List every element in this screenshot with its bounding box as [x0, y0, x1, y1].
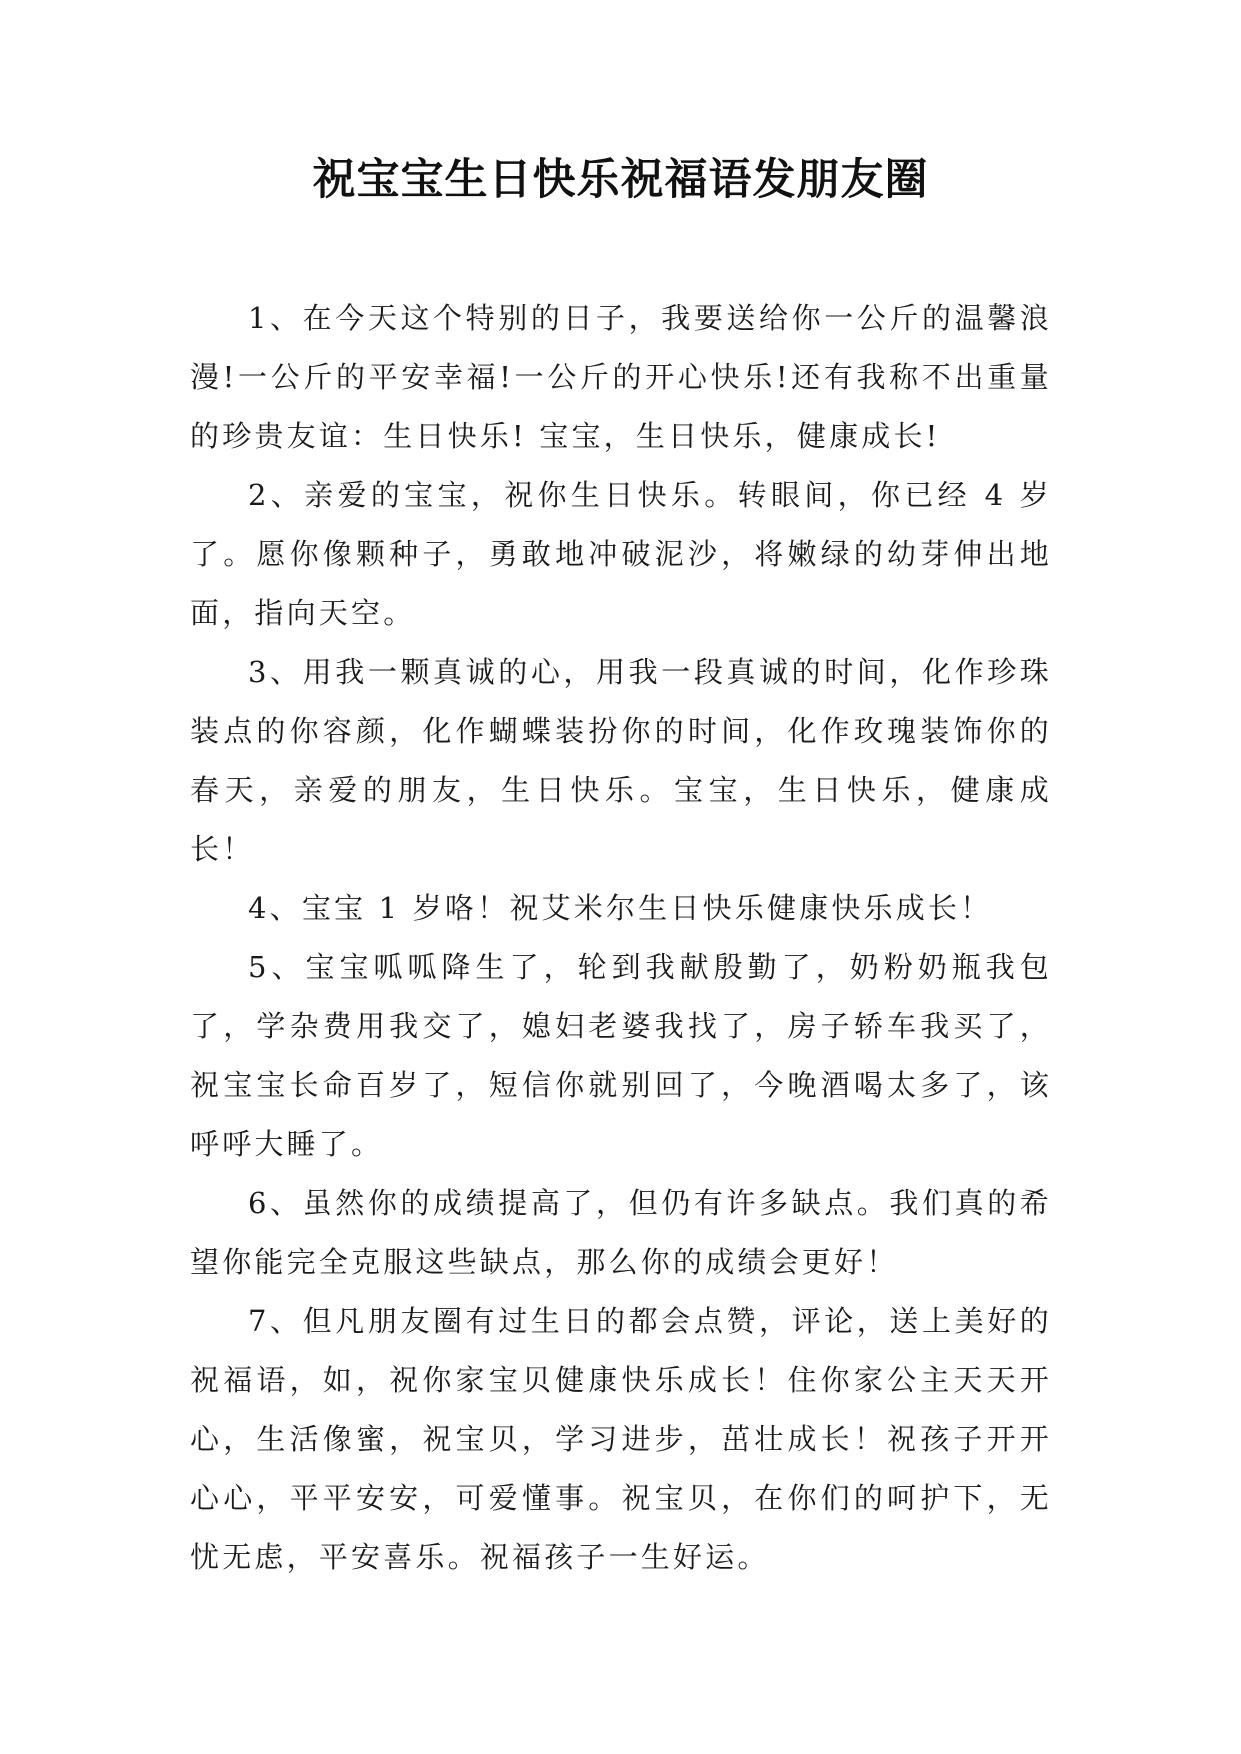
- paragraph-4: 4、宝宝 1 岁咯！祝艾米尔生日快乐健康快乐成长！: [248, 891, 993, 925]
- paragraph-1: 1、在今天这个特别的日子，我要送给你一公斤的温馨浪漫!一公斤的平安幸福!一公斤的开心快乐!还有我称不出重量的珍贵友谊：生日快乐! 宝宝，生日快乐，健康成长!: [190, 301, 1052, 453]
- paragraph-5: 5、宝宝呱呱降生了，轮到我献殷勤了，奶粉奶瓶我包了，学杂费用我交了，媳妇老婆我找了，房子轿车我买了，祝宝宝长命百岁了，短信你就别回了，今晚酒喝太多了，该呼呼大睡了。: [190, 950, 1052, 1161]
- document-title: 祝宝宝生日快乐祝福语发朋友圈: [312, 155, 929, 205]
- paragraph-6: 6、虽然你的成绩提高了，但仍有许多缺点。我们真的希望你能完全克服这些缺点，那么你的成绩会更好！: [190, 1186, 1052, 1279]
- paragraph-2: 2、亲爱的宝宝，祝你生日快乐。转眼间，你已经 4 岁了。愿你像颗种子，勇敢地冲破泥沙，将嫩绿的幼芽伸出地面，指向天空。: [190, 478, 1052, 630]
- paragraph-3: 3、用我一颗真诚的心，用我一段真诚的时间，化作珍珠装点的你容颜，化作蝴蝶装扮你的时间，化作玫瑰装饰你的春天，亲爱的朋友，生日快乐。宝宝，生日快乐，健康成长！: [190, 655, 1052, 866]
- document-body: [190, 289, 1052, 1587]
- paragraph-7: 7、但凡朋友圈有过生日的都会点赞，评论，送上美好的祝福语，如，祝你家宝贝健康快乐成长！住你家公主天天开心，生活像蜜，祝宝贝，学习进步，茁壮成长！祝孩子开开心心，平平安安，可爱懂事。祝宝贝，在你们的呵护下，无忧无虑，平安喜乐。祝福孩子一生好运。: [190, 1304, 1052, 1574]
